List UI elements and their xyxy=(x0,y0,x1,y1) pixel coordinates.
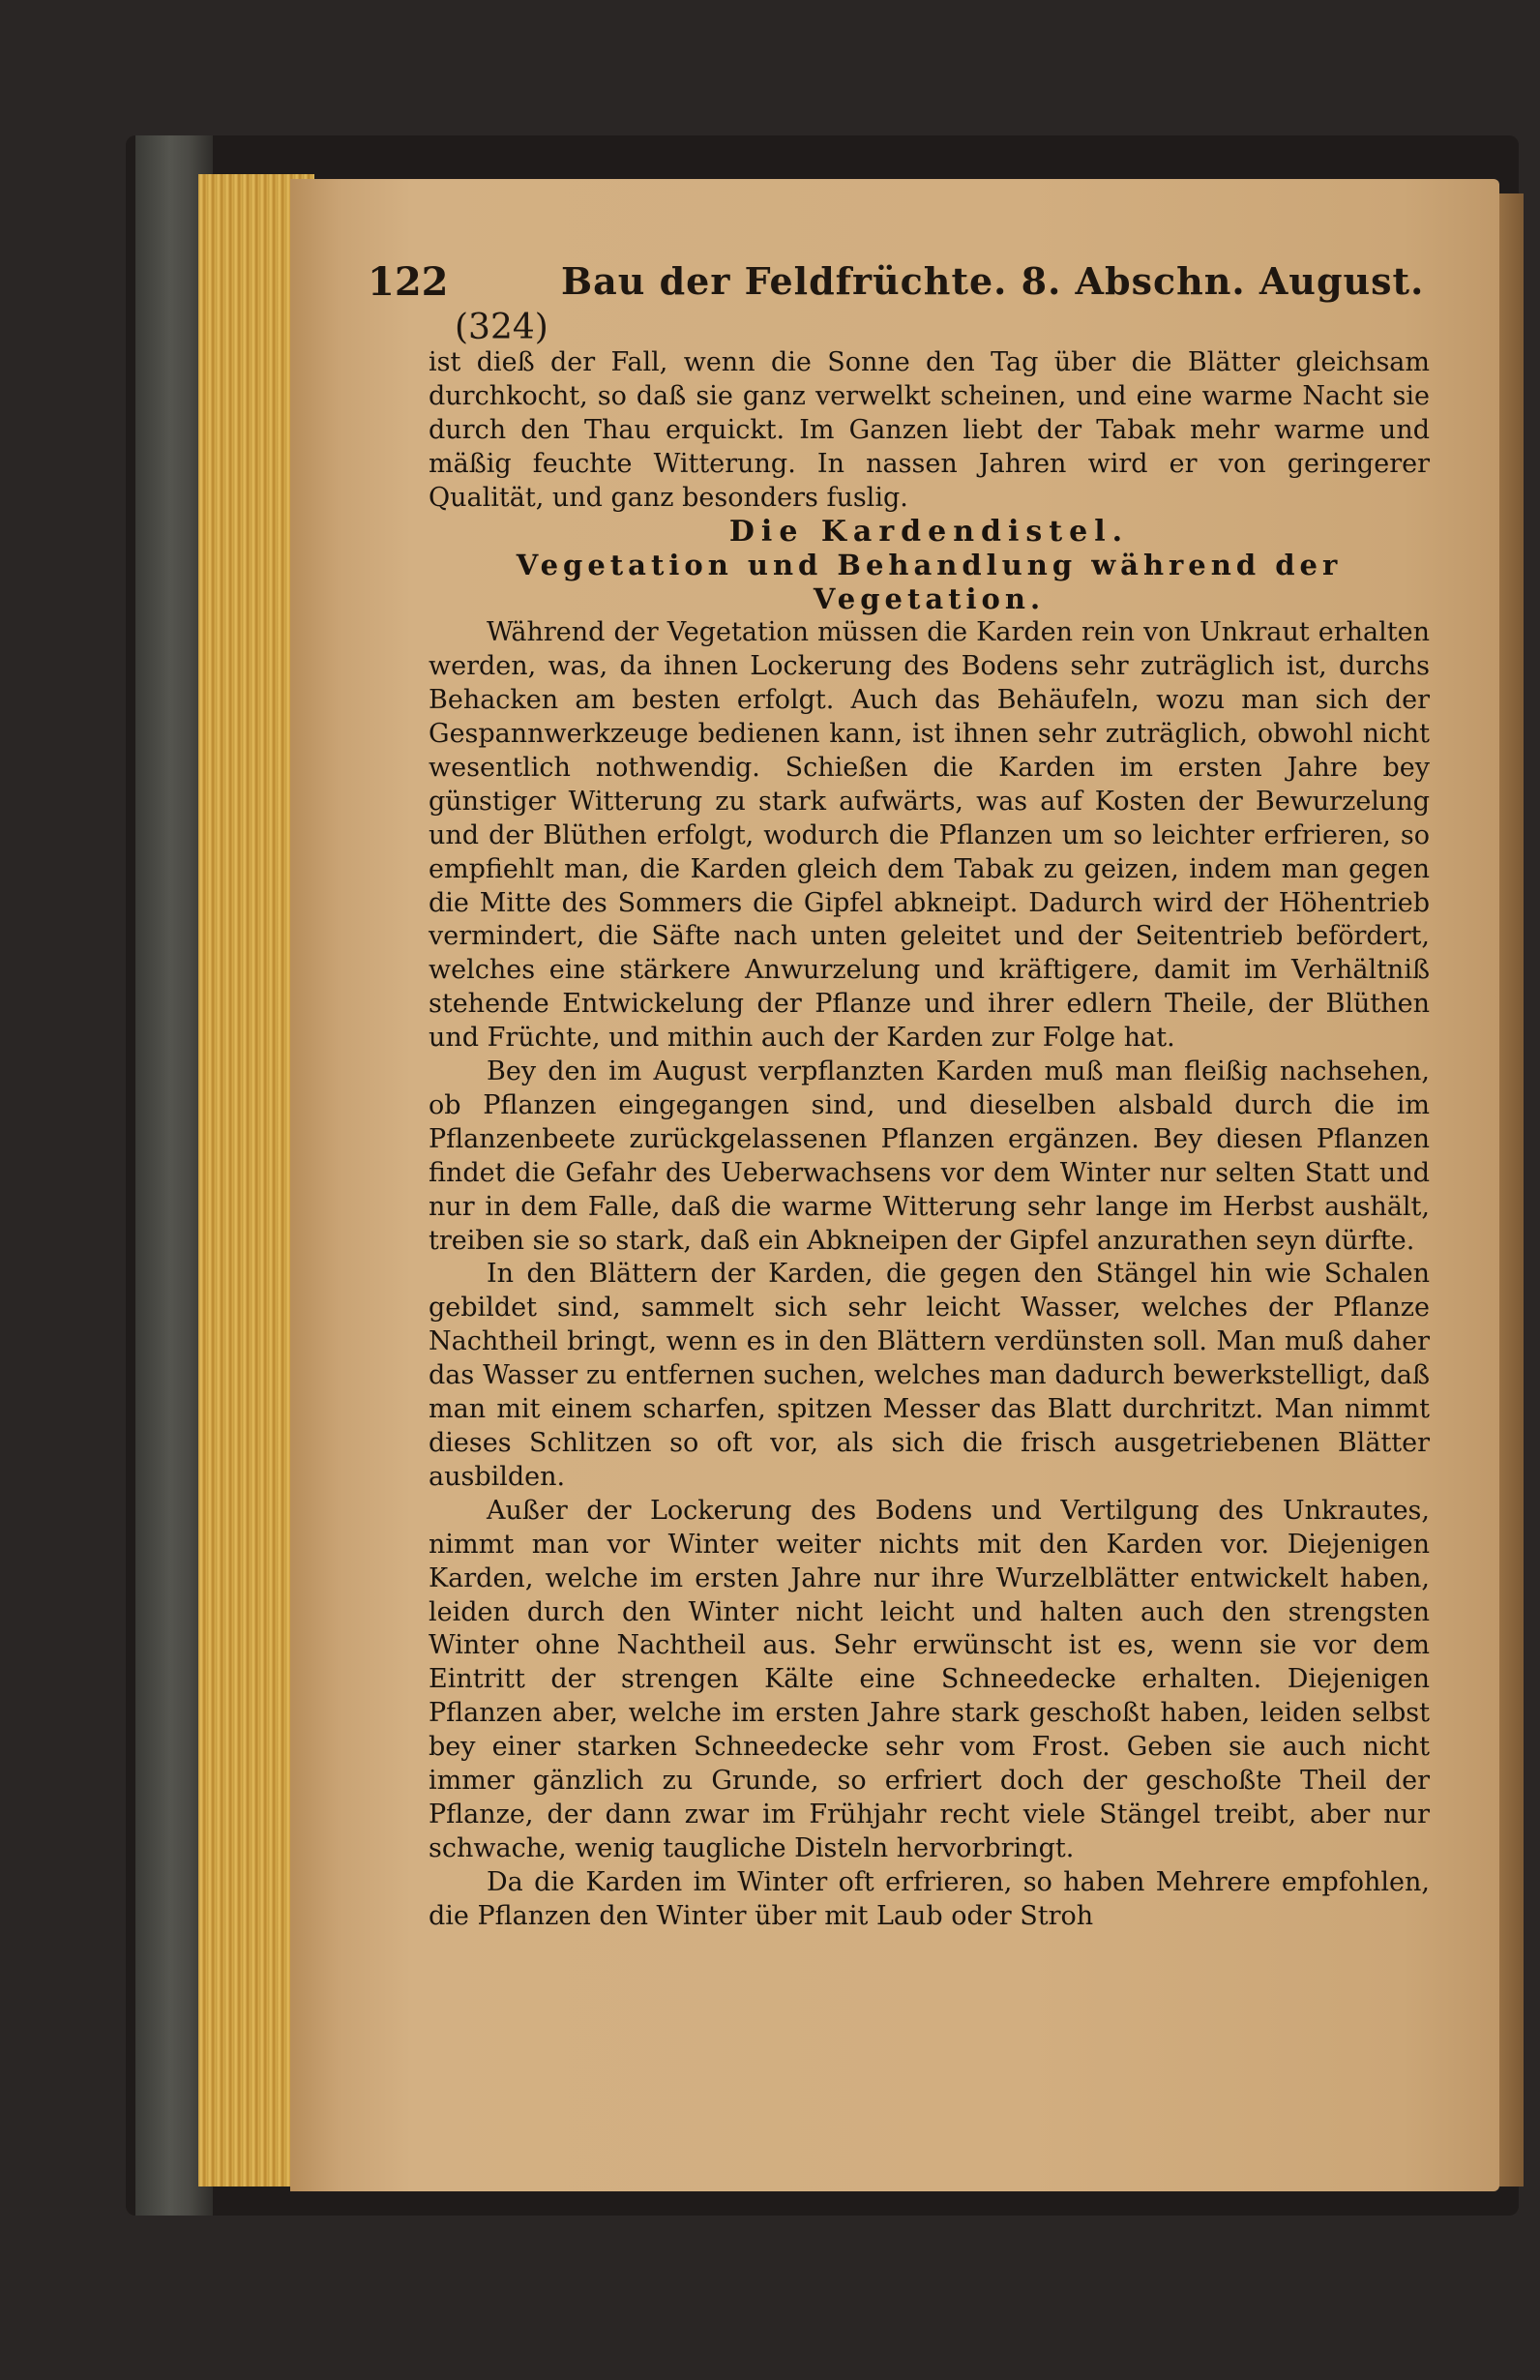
paragraph-tabak: ist dieß der Fall, wenn die Sonne den Tag über die Blätter gleichsam durchkocht, so daß sie ganz verwelkt scheinen, und eine warme Nacht sie durch den Thau erquickt. Im Ganzen liebt der Tabak mehr warme und mäßig feuchte Witterung. In nassen Jahren wird er von geringerer Qualität, und ganz besonders fuslig. xyxy=(429,347,1430,513)
paragraph-verpflanzung: Bey den im August verpflanzten Karden muß man fleißig nachsehen, ob Pflanzen eingegangen sind, und dieselben alsbald durch die im Pflanzenbeete zurückgelassenen Pflanzen ergänzen. Bey diesen Pflanzen findet die Gefahr des Ueberwachsens vor dem Winter nur selten Statt und nur in dem Falle, daß die warme Witterung sehr lange im Herbst aushält, treiben sie so stark, daß ein Abkneipen der Gipfel anzurathen seyn dürfte. xyxy=(429,1056,1430,1256)
page-number: 122 xyxy=(368,259,449,305)
running-head: Bau der Feldfrüchte. 8. Abschn. August. xyxy=(561,259,1425,303)
paragraph-vegetation: Während der Vegetation müssen die Karden rein von Unkraut erhalten werden, was, da ihnen Lockerung des Bodens sehr zuträglich ist, durchs Behacken am besten erfolgt. Auch das Behäufeln, wozu man sich der Gespannwerkzeuge bedienen kann, ist ihnen sehr zuträglich, obwohl nicht wesentlich nothwendig. Schießen die Karden im ersten Jahre bey günstiger Witterung zu stark aufwärts, was auf Kosten der Bewurzelung und der Blüthen erfolgt, wodurch die Pflanzen um so leichter erfrieren, so empfiehlt man, die Karden gleich dem Tabak zu geizen, indem man gegen die Mitte des Sommers die Gipfel abkneipt. Dadurch wird der Höhentrieb vermindert, die Säfte nach unten geleitet und der Seitentrieb befördert, welches eine stärkere Anwurzelung und kräftigere, damit im Verhältniß stehende Entwickelung der Pflanze und ihrer edlern Theile, der Blüthen und Früchte, und mithin auch der Karden zur Folge hat. xyxy=(429,617,1430,1054)
section-subheading: Vegetation und Behandlung während der Vegetation. xyxy=(516,549,1343,616)
paragraph-erfrieren: Da die Karden im Winter oft erfrieren, so haben Mehrere empfohlen, die Pflanzen den Winter über mit Laub oder Stroh xyxy=(429,1866,1430,1931)
signature-mark: (324) xyxy=(455,308,548,347)
paragraph-winter: Außer der Lockerung des Bodens und Vertilgung des Unkrautes, nimmt man vor Winter weiter nichts mit den Karden vor. Diejenigen Karden, welche im ersten Jahre nur ihre Wurzelblätter entwickelt haben, leiden durch den Winter nicht leicht und halten auch den strengsten Winter ohne Nachtheil aus. Sehr erwünscht ist es, wenn sie vor dem Eintritt der strengen Kälte eine Schneedecke erhalten. Diejenigen Pflanzen aber, welche im ersten Jahre stark geschoßt haben, leiden selbst bey einer starken Schneedecke sehr vom Frost. Geben sie auch nicht immer gänzlich zu Grunde, so erfriert doch der geschoßte Theil der Pflanze, der dann zwar im Frühjahr recht viele Stängel treibt, aber nur schwache, wenig taugliche Disteln hervorbringt. xyxy=(429,1495,1430,1863)
paragraph-blaetter: In den Blättern der Karden, die gegen den Stängel hin wie Schalen gebildet sind, sammelt sich sehr leicht Wasser, welches der Pflanze Nachtheil bringt, wenn es in den Blättern verdünsten soll. Man muß daher das Wasser zu entfernen suchen, welches man dadurch bewerkstelligt, daß man mit einem scharfen, spitzen Messer das Blatt durchritzt. Man nimmt dieses Schlitzen so oft vor, als sich die frisch ausgetriebenen Blätter ausbilden. xyxy=(429,1259,1430,1492)
section-heading: Die Kardendistel. xyxy=(728,514,1130,549)
page-body xyxy=(429,346,1430,1934)
